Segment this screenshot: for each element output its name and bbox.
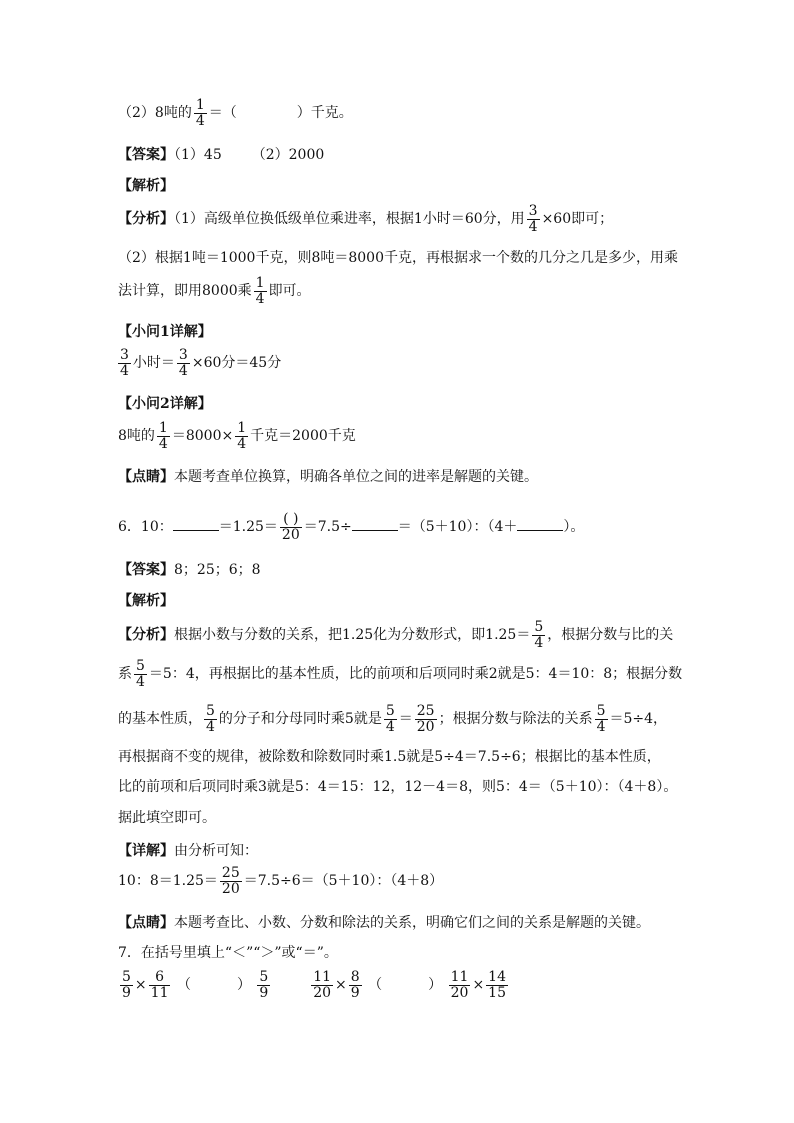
text: 根据小数与分数的关系，把1.25化为分数形式，即1.25＝	[174, 627, 531, 644]
detail-6-equation	[118, 866, 443, 896]
text: 本题考查比、小数、分数和除法的关系，明确它们之间的关系是解题的关键。	[174, 915, 650, 931]
text: ＝	[398, 711, 413, 728]
text: ；根据分数与除法的关系	[438, 711, 593, 728]
fraction	[257, 970, 270, 1000]
fraction	[311, 970, 333, 1000]
fraction	[384, 704, 397, 734]
analysis-heading-6: 【解析】	[118, 593, 174, 609]
denominator: 9	[259, 984, 269, 1001]
answer-label: 【答案】	[118, 147, 174, 163]
denominator: 20	[450, 984, 469, 1001]
fraction	[134, 659, 147, 689]
text: ＝5：4，再根据比的基本性质，比的前项和后项同时乘2就是5：4＝10：8；根据分数	[148, 666, 683, 683]
fraction	[532, 620, 545, 650]
numerator: 1	[255, 275, 265, 291]
fraction	[194, 98, 207, 128]
denominator: 4	[178, 362, 188, 379]
denominator: 11	[150, 984, 169, 1001]
text: 系	[118, 666, 132, 683]
numerator: 3	[528, 203, 538, 219]
text: ＝5÷4，	[609, 711, 668, 728]
analysis-6-line-6: 据此填空即可。	[118, 810, 216, 826]
answer-text: （1）45	[174, 147, 222, 163]
sub-question-2-heading: 【小问2详解】	[118, 396, 212, 412]
denominator: 20	[313, 984, 332, 1001]
answer-blank[interactable]	[352, 518, 398, 531]
fraction	[220, 866, 242, 896]
fraction	[177, 348, 190, 378]
text: 10：8＝1.25＝	[118, 873, 218, 890]
text: 的基本性质，	[118, 711, 202, 728]
denominator: 4	[158, 435, 168, 452]
text: ，根据分数与比的关	[547, 627, 674, 644]
comparison-close-paren: ）	[428, 977, 443, 994]
key-point-label: 【点睛】	[118, 469, 174, 485]
denominator: 4	[534, 634, 544, 651]
analysis-5-line-2: （2）根据1吨＝1000千克，则8吨＝8000千克，再根据求一个数的几分之几是多少，用乘	[118, 250, 678, 266]
numerator: ( )	[280, 512, 302, 528]
denominator: 20	[221, 880, 240, 897]
numerator: 5	[259, 969, 269, 985]
answer-blank[interactable]	[517, 518, 563, 531]
analysis-5-line-1	[118, 204, 613, 234]
text: 千克＝2000千克	[250, 428, 356, 445]
comparison-open-paren: （	[176, 977, 191, 994]
numerator: 3	[178, 347, 188, 363]
analysis-label: 【分析】	[118, 211, 174, 228]
analysis-6-line-4: 再根据商不变的规律，被除数和除数同时乘1.5就是5÷4＝7.5÷6；根据比的基本性质，	[118, 749, 661, 765]
analysis-6-line-2	[118, 659, 682, 689]
numerator: 5	[534, 619, 544, 635]
question-7: 7．在括号里填上“＜”“＞”或“＝”。	[118, 945, 338, 961]
analysis-5-line-3	[118, 276, 311, 306]
text: （1）高级单位换低级单位乘进率，根据1小时＝60分，用	[174, 211, 525, 228]
times-sign: ×	[134, 977, 147, 994]
text: ）千克。	[296, 105, 353, 122]
denominator: 4	[206, 718, 215, 735]
question-7-expressions	[118, 970, 510, 1000]
text: ×60即可；	[541, 211, 614, 228]
times-sign: ×	[472, 977, 485, 994]
fraction	[118, 348, 131, 378]
text: 法计算，即用8000乘	[118, 283, 252, 300]
text: 由分析可知：	[174, 843, 258, 859]
answer-6	[118, 561, 261, 579]
denominator: 9	[122, 984, 131, 1001]
fraction	[486, 970, 508, 1000]
times-sign: ×	[335, 977, 347, 994]
fraction	[527, 204, 540, 234]
key-point-label: 【点睛】	[118, 915, 174, 931]
fraction	[204, 704, 217, 734]
text: ＝1.25＝	[218, 519, 278, 536]
text: 6．10：	[118, 519, 173, 536]
numerator: 1	[237, 420, 247, 436]
text: ＝（	[208, 105, 237, 122]
sub-question-2-equation	[118, 421, 356, 451]
numerator: 1	[195, 97, 205, 113]
fraction	[157, 421, 170, 451]
numerator: 5	[385, 703, 395, 719]
denominator: 4	[195, 112, 205, 129]
text: ＝7.5÷6＝（5＋10）：（4＋8）	[243, 873, 444, 890]
numerator: 5	[136, 658, 145, 674]
fraction	[449, 970, 471, 1000]
fraction	[120, 970, 133, 1000]
fraction	[235, 421, 248, 451]
fraction	[280, 512, 302, 542]
sub-question-1-equation	[116, 348, 281, 378]
denominator: 4	[255, 290, 265, 307]
denominator: 4	[385, 718, 395, 735]
sub-question-1-heading: 【小问1详解】	[118, 324, 212, 340]
numerator: 25	[221, 865, 240, 881]
text: ＝8000×	[171, 428, 234, 445]
denominator: 20	[416, 718, 435, 735]
fraction	[595, 704, 608, 734]
numerator: 8	[350, 969, 360, 985]
numerator: 5	[596, 703, 606, 719]
denominator: 20	[281, 526, 300, 543]
answer-text: 8；25；6；8	[174, 562, 261, 578]
text: ＝（5＋10）：（4＋	[397, 519, 518, 536]
text: ＝7.5÷	[303, 519, 352, 536]
numerator: 14	[488, 969, 506, 985]
denominator: 4	[120, 362, 129, 379]
fraction	[149, 970, 171, 1000]
numerator: 11	[313, 969, 332, 985]
text: 即可。	[268, 283, 311, 300]
question-5-part-2	[118, 98, 353, 128]
answer-blank[interactable]	[173, 518, 219, 531]
text: 8吨的	[118, 428, 155, 445]
analysis-6-line-1	[118, 620, 673, 650]
text: ×60分＝45分	[191, 355, 282, 372]
text: 的分子和分母同时乘5就是	[218, 711, 382, 728]
text: 本题考查单位换算，明确各单位之间的进率是解题的关键。	[174, 469, 538, 485]
comparison-open-paren: （	[368, 977, 383, 994]
analysis-heading-5: 【解析】	[118, 178, 174, 194]
numerator: 1	[158, 420, 168, 436]
answer-text: （2）2000	[251, 147, 325, 163]
question-6	[118, 512, 584, 542]
denominator: 4	[528, 218, 538, 235]
comparison-close-paren: ）	[236, 977, 251, 994]
denominator: 4	[136, 673, 145, 690]
numerator: 11	[450, 969, 469, 985]
key-point-6	[118, 914, 650, 932]
denominator: 15	[488, 984, 506, 1001]
answer-label: 【答案】	[118, 562, 174, 578]
detail-6	[118, 842, 258, 860]
detail-label: 【详解】	[118, 843, 174, 859]
fraction	[415, 704, 437, 734]
text: ）。	[563, 519, 585, 536]
denominator: 4	[237, 435, 247, 452]
analysis-label: 【分析】	[118, 627, 174, 644]
key-point-5	[118, 468, 538, 486]
numerator: 5	[206, 703, 215, 719]
numerator: 6	[149, 970, 171, 986]
analysis-6-line-5: 比的前项和后项同时乘3就是5：4＝15：12，12－4＝8，则5：4＝（5＋10）：（4＋8）。	[118, 779, 678, 795]
analysis-6-line-3	[118, 704, 667, 734]
numerator: 25	[416, 703, 435, 719]
numerator: 3	[120, 347, 129, 363]
fraction	[349, 970, 362, 1000]
answer-5	[118, 146, 324, 164]
numerator: 5	[122, 969, 131, 985]
text: 小时＝	[132, 355, 175, 372]
denominator: 4	[596, 718, 606, 735]
denominator: 9	[350, 984, 360, 1001]
text: （2）8吨的	[118, 105, 192, 122]
fraction	[254, 276, 267, 306]
